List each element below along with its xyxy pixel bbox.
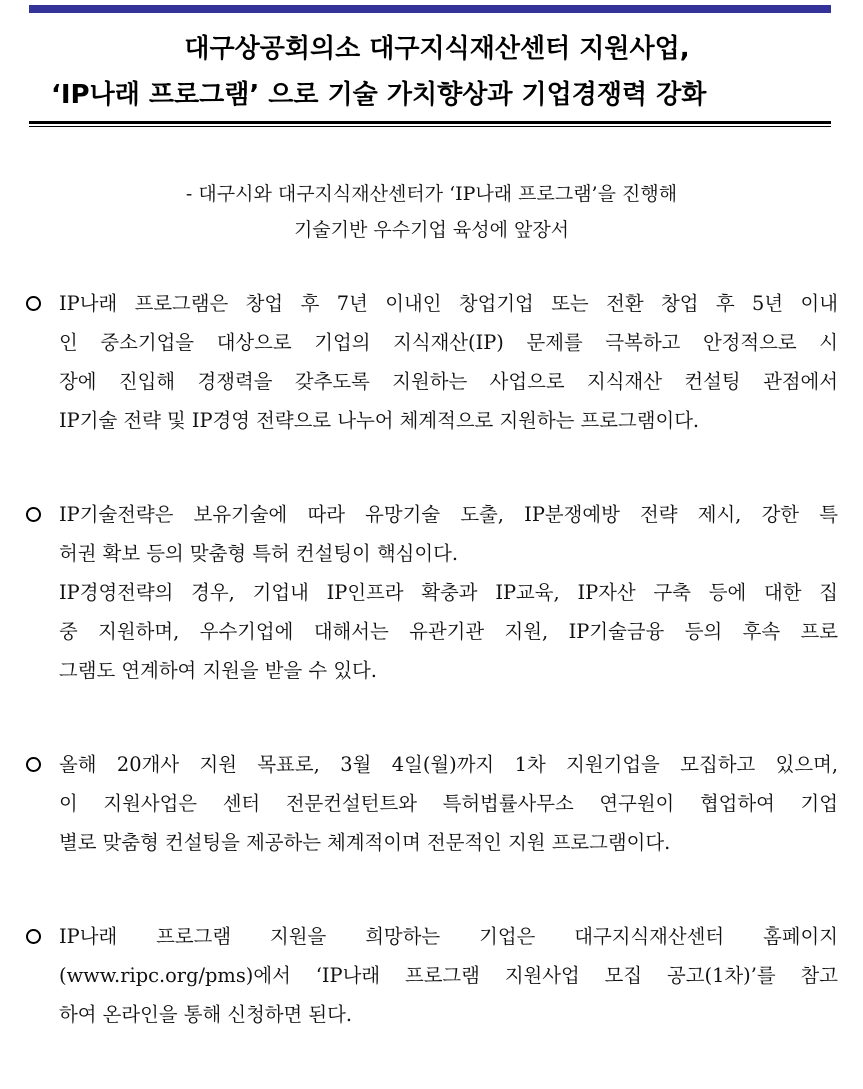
header-accent-bar [29,5,831,13]
hollow-circle-bullet-icon [26,507,41,522]
hollow-circle-bullet-icon [26,757,41,772]
bullet-paragraph [26,917,838,1034]
paragraph-line: 이 지원사업은 센터 전문컨설턴트와 특허법률사무소 연구원이 협업하여 기업 [59,792,838,815]
paragraph-line: (www.ripc.org/pms)에서 ‘IP나래 프로그램 지원사업 모집 공고(1차)’를 참고 [59,964,838,987]
hollow-circle-bullet-icon [26,929,41,944]
bullet-list [26,284,838,1089]
bullet-paragraph [26,495,838,690]
paragraph-line: 하여 온라인을 통해 신청하면 된다. [59,1003,353,1026]
bullet-paragraph [26,745,838,862]
headline-underline [29,121,831,124]
paragraph-line: IP나래 프로그램은 창업 후 7년 이내인 창업기업 또는 전환 창업 후 5년 이내 [59,292,838,315]
subheadline-line-2: 기술기반 우수기업 육성에 앞장서 [293,219,570,241]
paragraph-line: IP기술전략은 보유기술에 따라 유망기술 도출, IP분쟁예방 전략 제시, 강한 특 [59,503,838,526]
paragraph-line: IP경영전략의 경우, 기업내 IP인프라 확충과 IP교육, IP자산 구축 등에 대한 집 [59,581,838,604]
paragraph-line: 장에 진입해 경쟁력을 갖추도록 지원하는 사업으로 지식재산 컨설팅 관점에서 [59,370,838,393]
hollow-circle-bullet-icon [26,296,41,311]
subheadline-line-1: - 대구시와 대구지식재산센터가 ‘IP나래 프로그램’을 진행해 [185,183,678,205]
paragraph-line: 중 지원하며, 우수기업에 대해서는 유관기관 지원, IP기술금융 등의 후속 프로 [59,620,838,643]
headline [29,26,831,127]
paragraph-line: 올해 20개사 지원 목표로, 3월 4일(월)까지 1차 지원기업을 모집하고 있으며, [59,753,838,776]
paragraph-line: 별로 맞춤형 컨설팅을 제공하는 체계적이며 전문적인 지원 프로그램이다. [59,831,671,854]
headline-line-1: 대구상공회의소 대구지식재산센터 지원사업, [184,34,690,64]
paragraph-line: 그램도 연계하여 지원을 받을 수 있다. [59,659,377,682]
paragraph-line: IP나래 프로그램 지원을 희망하는 기업은 대구지식재산센터 홈페이지 [59,925,838,948]
bullet-paragraph [26,284,838,440]
headline-underline-thin [29,126,831,127]
subheadline [0,176,863,248]
paragraph-line: 허권 확보 등의 맞춤형 특허 컨설팅이 핵심이다. [59,542,459,565]
headline-line-2: ‘IP나래 프로그램’ 으로 기술 가치향상과 기업경쟁력 강화 [51,80,707,110]
paragraph-line: IP기술 전략 및 IP경영 전략으로 나누어 체계적으로 지원하는 프로그램이다. [59,409,700,432]
paragraph-line: 인 중소기업을 대상으로 기업의 지식재산(IP) 문제를 극복하고 안정적으로 시 [59,331,838,354]
